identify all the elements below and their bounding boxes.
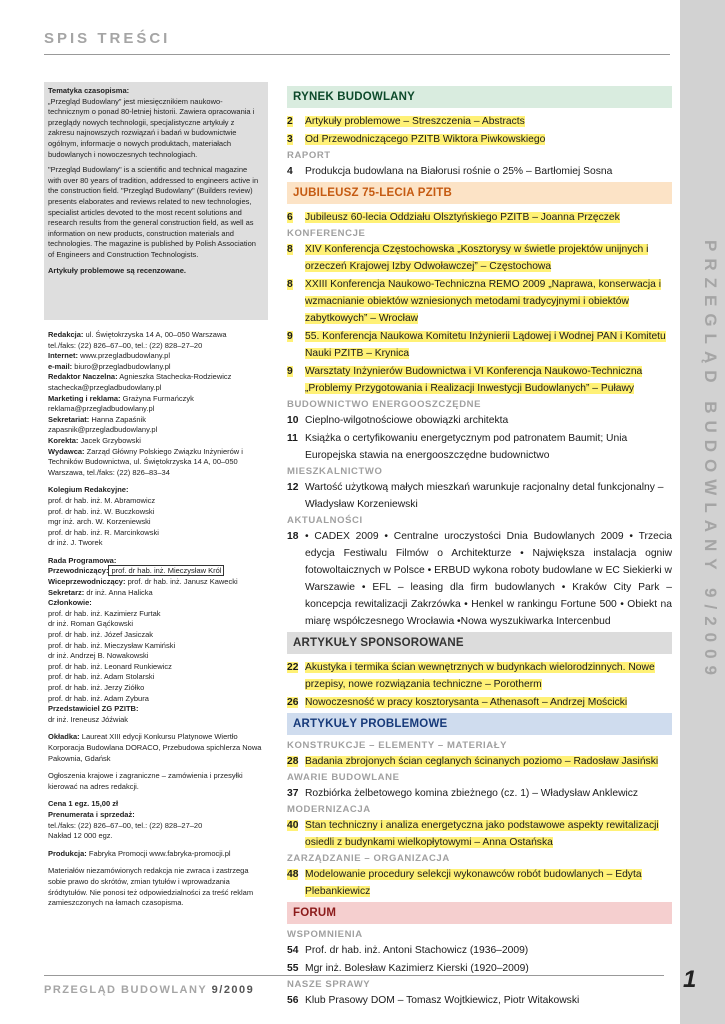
toc-item[interactable] [287, 753, 672, 770]
toc-title: Artykuły problemowe – Streszczenia – Abstracts [305, 116, 525, 127]
email-link[interactable]: biuro@przegladbudowlany.pl [74, 361, 171, 371]
toc-title: Wartość użytkową małych mieszkań warunkuje racjonalny detal funkcjonalny – Władysław Korzeniewski [305, 482, 664, 510]
naczelna-name: Agnieszka Stachecka-Rodziewicz [119, 372, 232, 382]
toc-item[interactable] [287, 785, 672, 802]
toc-item[interactable] [287, 163, 672, 180]
subsection-konstrukcje: KONSTRUKCJE – ELEMENTY – MATERIAŁY [287, 740, 508, 751]
section-problemowe: ARTYKUŁY PROBLEMOWE [287, 713, 672, 735]
toc-title: Produkcja budowlana na Białorusi rośnie o 25% – Bartłomiej Sosna [305, 166, 613, 177]
wice-label: Wiceprzewodniczący: [48, 577, 126, 587]
marketing-name: Grażyna Furmańczyk [122, 393, 194, 403]
rada-member: prof. dr hab. inż. Adam Zybura [48, 693, 149, 703]
kolegium-member: prof. dr hab. inż. W. Buczkowski [48, 506, 155, 516]
toc-title: Książka o certyfikowaniu energetycznym pod patronatem Baumit; Unia Europejska stawia na energooszczędne budownictwo [305, 433, 628, 461]
okladka-text: Laureat XIII edycji Konkursu Platynowe Wiertło Korporacja Budowlana DORACO, Przebudowa spichlerza Nowa Pakownia, Gdańsk [48, 732, 262, 763]
subsection-wspomnienia: WSPOMNIENIA [287, 929, 363, 940]
bottom-divider [44, 975, 664, 976]
marketing-email[interactable]: reklama@przegladbudowlany.pl [48, 404, 155, 414]
ogloszenia-text: Ogłoszenia krajowe i zagraniczne – zamówienia i przesyłki kierować na adres redakcji. [48, 771, 243, 791]
sekretarz-label: Sekretarz: [48, 587, 85, 597]
toc-item[interactable] [287, 866, 672, 900]
masthead [48, 330, 262, 916]
rada-member: prof. dr hab. inż. Adam Stolarski [48, 672, 155, 682]
toc-item[interactable] [287, 113, 672, 130]
page-number: 54 [287, 945, 299, 956]
internet-link[interactable]: www.przegladbudowlany.pl [80, 351, 171, 361]
page-number: 22 [287, 662, 299, 673]
about-pl: „Przegląd Budowlany” jest miesięcznikiem naukowo-technicznym o ponad 80-letniej historii. Zawiera opracowania i przeglądy nowych technologii, specjalistyczne artykuły z zakresu najnowszych rozwiązań i badań w budownictwie ogólnym, informacje o nowych produktach, materiałach budowlanych i nowoczesnych technologiach. [48, 96, 255, 159]
rada-label: Rada Programowa: [48, 555, 117, 565]
toc-item[interactable] [287, 817, 672, 851]
section-sponsorowane: ARTYKUŁY SPONSOROWANE [287, 632, 672, 654]
toc-title: Nowoczesność w pracy kosztorysanta – Athenasoft – Andrzej Mościcki [305, 697, 628, 708]
toc-item[interactable] [287, 328, 672, 362]
page-number: 55 [287, 963, 299, 974]
toc-item[interactable] [287, 942, 672, 959]
kolegium-member: prof. dr hab. inż. R. Marcinkowski [48, 527, 159, 537]
footer-issue: 9/2009 [211, 984, 255, 996]
toc-title: XXIII Konferencja Naukowo-Techniczna REMO 2009 „Naprawa, konserwacja i wzmacnianie obiektów wzniesionych metodami tradycyjnymi i obiektów zabytkowych” – Wrocław [305, 279, 661, 324]
subsection-mieszkalnictwo: MIESZKALNICTWO [287, 466, 383, 477]
toc-title: Od Przewodniczącego PZITB Wiktora Piwkowskiego [305, 134, 546, 145]
toc-item[interactable] [287, 479, 672, 513]
page-number: 18 [287, 531, 299, 542]
section-jubileusz: JUBILEUSZ 75-LECIA PZITB [287, 182, 672, 204]
toc-title: Cieplno-wilgotnościowe obowiązki architekta [305, 415, 509, 426]
page-number: 8 [287, 244, 293, 255]
rada-member: prof. dr hab. inż. Jerzy Ziółko [48, 683, 145, 692]
toc-item[interactable] [287, 992, 672, 1009]
page-number: 3 [287, 134, 293, 145]
page-number: 9 [287, 331, 293, 342]
page-number: 26 [287, 697, 299, 708]
rada-member: prof. dr hab. inż. Kazimierz Furtak [48, 608, 161, 618]
toc-item[interactable] [287, 412, 672, 429]
page-number: 12 [287, 482, 299, 493]
subsection-nasze-sprawy: NASZE SPRAWY [287, 979, 371, 990]
czlonkowie-label: Członkowie: [48, 598, 92, 608]
przew-label: Przewodniczący: [48, 566, 109, 576]
prenumerata-tel: tel./faks: (22) 826–67–00, tel.: (22) 828–27–20 [48, 820, 203, 830]
rada-member: dr inż. Andrzej B. Nowakowski [48, 651, 149, 661]
top-divider [44, 54, 670, 55]
internet-label: Internet: [48, 351, 78, 361]
subsection-zarzadzanie: ZARZĄDZANIE – ORGANIZACJA [287, 853, 450, 864]
subsection-konferencje: KONFERENCJE [287, 228, 366, 239]
rada-member: prof. dr hab. inż. Mieczysław Kamiński [48, 640, 176, 650]
page-number: 40 [287, 820, 299, 831]
toc-title: Rozbiórka żelbetowego komina zbieżnego (cz. 1) – Władysław Anklewicz [305, 788, 639, 799]
rada-member: dr inż. Roman Gąćkowski [48, 619, 134, 629]
redakcja-address: ul. Świętokrzyska 14 A, 00–050 Warszawa [85, 330, 227, 339]
toc-title: Akustyka i termika ścian wewnętrznych w budynkach wielorodzinnych. Nowe przepisy, nowe rozwiązania techniczne – Porotherm [305, 662, 655, 690]
page-number: 4 [287, 166, 293, 177]
page-number: 28 [287, 756, 299, 767]
przedst-name: dr inż. Ireneusz Jóźwiak [48, 714, 129, 724]
sekretariat-email[interactable]: zapasnik@przegladbudowlany.pl [48, 425, 158, 435]
toc-title: Badania zbrojonych ścian ceglanych ścinanych poziomo – Radosław Jasiński [305, 756, 659, 767]
toc-title: 55. Konferencja Naukowa Komitetu Inżynierii Lądowej i Wodnej PAN i Komitetu Nauki PZITB – Krynica [305, 331, 666, 359]
about-text [48, 86, 260, 281]
korekta-name: Jacek Grzybowski [80, 435, 141, 445]
prenumerata-label: Prenumerata i sprzedaż: [48, 809, 135, 819]
section-rynek: RYNEK BUDOWLANY [287, 86, 672, 108]
naczelna-email[interactable]: stachecka@przegladbudowlany.pl [48, 382, 162, 392]
rada-member: prof. dr hab. inż. Leonard Runkiewicz [48, 661, 172, 671]
side-title: PRZEGLĄD BUDOWLANY 9/2009 [701, 240, 720, 683]
toc-item[interactable] [287, 528, 672, 630]
cena-text: Cena 1 egz. 15,00 zł [48, 799, 119, 809]
redakcja-label: Redakcja: [48, 330, 84, 339]
about-en: "Przegląd Budowlany" is a scientific and technical magazine with over 80 years of tradition, addressed to engineers active in the construction field. "Przegląd Budowlany" (Builders review) presents elaborates and reviews related to new technologies, specialist articles devoted to the most recent solutions and research results from the general construction field, as well as information on new products, construction materials and technologies. The magazine is published by Polish Association of Engineers and Construction Technologists. [48, 165, 259, 259]
page-title: SPIS TREŚCI [44, 30, 171, 47]
korekta-label: Korekta: [48, 435, 79, 445]
reviewed-note: Artykuły problemowe są recenzowane. [48, 265, 186, 275]
toc-title: Stan techniczny i analiza energetyczna jako podstawowe aspekty rewitalizacji osiedli z budynkami wielkopłytowymi – Anna Ostańska [305, 820, 659, 848]
toc-title: Jubileusz 60-lecia Oddziału Olsztyńskiego PZITB – Joanna Przęczek [305, 212, 620, 223]
page-number: 2 [287, 116, 293, 127]
toc-item[interactable] [287, 659, 672, 693]
okladka-label: Okładka: [48, 732, 80, 742]
subsection-energo: BUDOWNICTWO ENERGOOSZCZĘDNE [287, 399, 482, 410]
kolegium-member: prof. dr hab. inż. M. Abramowicz [48, 495, 156, 505]
page-number: 48 [287, 869, 299, 880]
toc-title: Warsztaty Inżynierów Budownictwa i VI Konferencja Naukowo-Techniczna „Problemy Przygotowania i Realizacji Inwestycji Budowlanych” – Puławy [305, 366, 643, 394]
about-title: Tematyka czasopisma: [48, 86, 130, 95]
przew-name: prof. dr hab. inż. Mieczysław Król [108, 565, 224, 576]
toc-item[interactable] [287, 694, 672, 711]
footer-magazine-name: PRZEGLĄD BUDOWLANY [44, 984, 208, 996]
page-number-footer: 1 [683, 966, 697, 993]
wice-name: prof. dr hab. inż. Janusz Kawecki [127, 577, 238, 587]
toc-title: • CADEX 2009 • Centralne uroczystości Dnia Budowlanych 2009 • Trzecia edycja Festiwalu Filmów o Architekturze • Największa instalacja ogniw fotowoltaicznych w Polsce • ERBUD wykona roboty budowlane w EC Siekierki w Warszawie • EFL – leasing dla firm budowlanych • Kraków City Park – koncepcja rewitalizacji Zakrzówka • Henkel w rankingu Fortune 500 • Obiekt na miarę współczesnego Wrocławia •Nowa wyszukiwarka Intercenbud [305, 531, 672, 627]
page-number: 6 [287, 212, 293, 223]
subsection-modernizacja: MODERNIZACJA [287, 804, 371, 815]
sekretariat-name: Hanna Zapaśnik [91, 414, 146, 424]
toc-title: Mgr inż. Bolesław Kazimierz Kierski (1920–2009) [305, 963, 529, 974]
sekretarz-name: dr inż. Anna Halicka [86, 587, 153, 597]
kolegium-member: dr inż. J. Tworek [48, 538, 103, 548]
redakcja-tel: tel./faks: (22) 826–67–00, tel.: (22) 828–27–20 [48, 340, 203, 350]
marketing-label: Marketing i reklama: [48, 393, 121, 403]
subsection-raport: RAPORT [287, 150, 331, 161]
section-forum: FORUM [287, 902, 672, 924]
toc-item[interactable] [287, 241, 672, 275]
produkcja-label: Produkcja: [48, 848, 87, 858]
page-number: 8 [287, 279, 293, 290]
kolegium-member: mgr inż. arch. W. Korzeniewski [48, 517, 151, 527]
toc-item[interactable] [287, 209, 672, 226]
page-number: 37 [287, 788, 299, 799]
produkcja-text: Fabryka Promocji www.fabryka-promocji.pl [88, 848, 231, 858]
wydawca-text: Zarząd Główny Polskiego Związku Inżynierów i Techników Budownictwa, ul. Świętokrzyska 14 A, 00–050 Warszawa, tel./faks: (22) 826–83–34 [48, 446, 243, 477]
toc-item[interactable] [287, 131, 672, 148]
subsection-aktualnosci: AKTUALNOŚCI [287, 515, 363, 526]
page-number: 10 [287, 415, 299, 426]
subsection-awarie: AWARIE BUDOWLANE [287, 772, 400, 783]
rada-member: prof. dr hab. inż. Józef Jasiczak [48, 630, 154, 640]
page-number: 11 [287, 433, 298, 444]
toc-item[interactable] [287, 276, 672, 327]
toc-item[interactable] [287, 430, 672, 464]
disclaimer-text: Materiałów niezamówionych redakcja nie zwraca i zastrzega sobie prawo do skrótów, zmian tytułów i wprowadzania śródtytułów. Nie ponosi też odpowiedzialności za treść reklam zamieszczonych na łamach czasopisma. [48, 866, 254, 908]
sekretariat-label: Sekretariat: [48, 414, 90, 424]
page-number: 9 [287, 366, 293, 377]
naklad-text: Nakład 12 000 egz. [48, 831, 113, 841]
toc-title: Prof. dr hab. inż. Antoni Stachowicz (1936–2009) [305, 945, 529, 956]
table-of-contents [287, 84, 672, 1010]
footer [44, 984, 254, 996]
toc-title: Modelowanie procedury selekcji wykonawców robót budowlanych – Edyta Plebankiewicz [305, 869, 642, 897]
page-number: 56 [287, 995, 299, 1006]
przedst-label: Przedstawiciel ZG PZITB: [48, 704, 139, 714]
email-label: e-mail: [48, 361, 73, 371]
toc-title: Klub Prasowy DOM – Tomasz Wojtkiewicz, Piotr Witakowski [305, 995, 580, 1006]
naczelna-label: Redaktor Naczelna: [48, 372, 118, 382]
wydawca-label: Wydawca: [48, 446, 85, 456]
toc-item[interactable] [287, 363, 672, 397]
toc-title: XIV Konferencja Częstochowska „Kosztorysy w świetle projektów unijnych i orzeczeń Krajowej Izby Odwoławczej” – Częstochowa [305, 244, 649, 272]
kolegium-label: Kolegium Redakcyjne: [48, 485, 129, 495]
